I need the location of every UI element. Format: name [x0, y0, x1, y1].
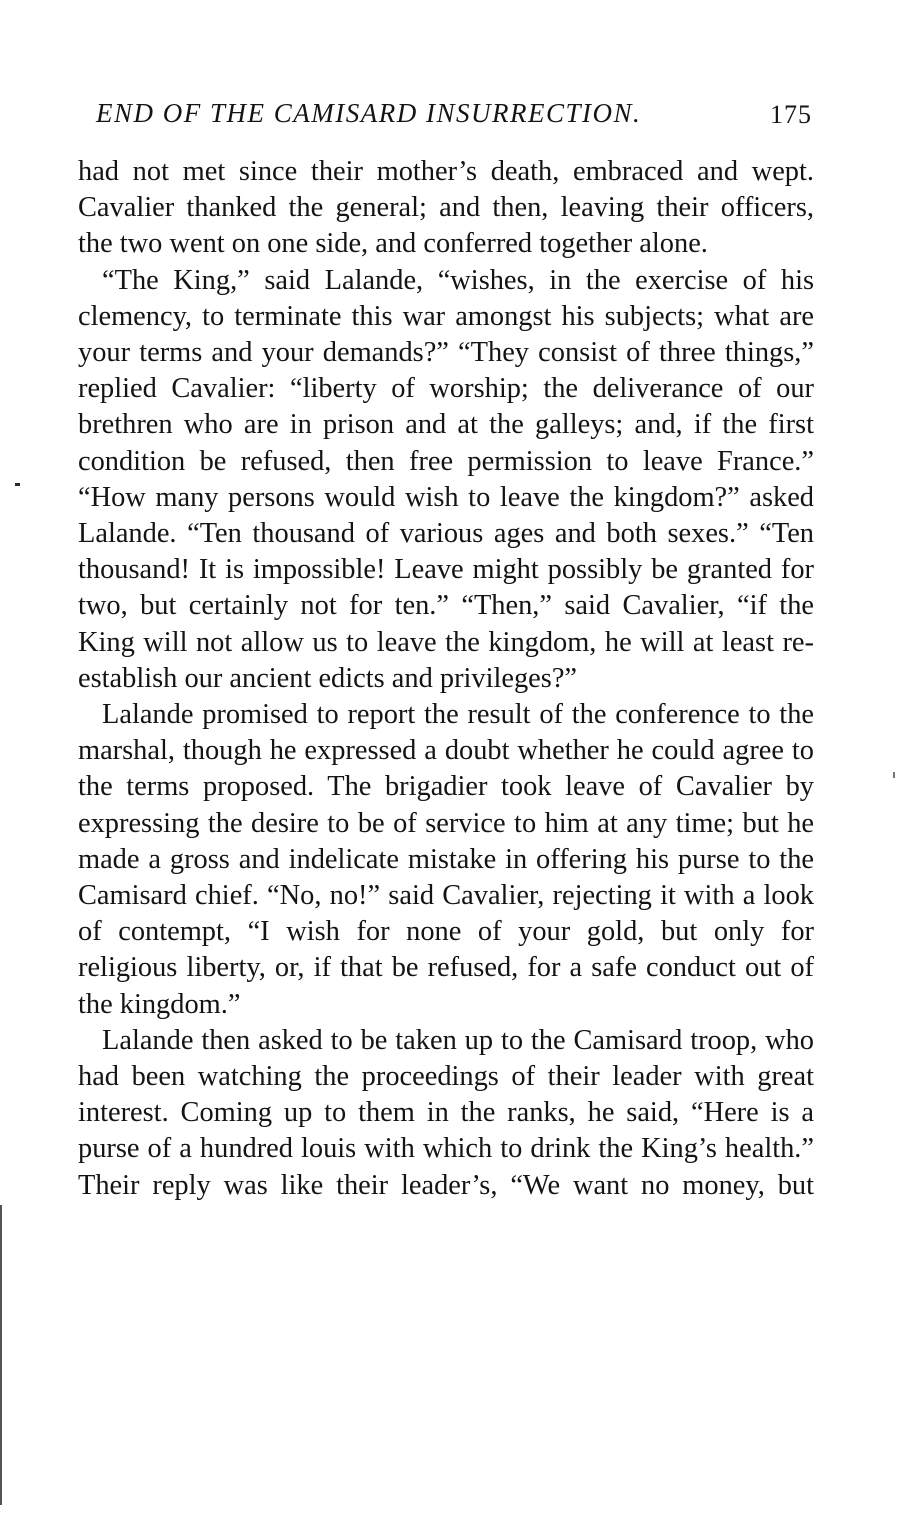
- scan-speck-right: [893, 772, 895, 778]
- scan-speck: [15, 483, 20, 486]
- paragraph-camisard-troop: Lalande then asked to be taken up to the Camisard troop, who had been watching the proceedings of their leader with great interest. Coming up to them in the ranks, he said, “Here is a purse of a hundred louis with which to drink the King’s health.” Their reply was like their leader’s, “We want no money, but: [78, 1024, 814, 1201]
- page-number: 175: [770, 100, 812, 129]
- scan-edge-line: [0, 1205, 2, 1505]
- running-title: END OF THE CAMISARD INSURRECTION.: [96, 98, 642, 128]
- paragraph-lalande-promise: Lalande promised to report the result of the conference to the marshal, though he expressed a doubt whether he could agree to the terms proposed. The brigadier took leave of Cavalier by expressing the desire to be of service to him at any time; but he made a gross and indelicate mistake in offering his purse to the Camisard chief. “No, no!” said Cavalier, rejecting it with a look of contempt, “I wish for none of your gold, but only for religious liberty, or, if that be refused, for a safe conduct out of the kingdom.”: [78, 699, 814, 1020]
- book-page: [78, 88, 814, 1204]
- paragraph-continued: had not met since their mother’s death, embraced and wept. Cavalier thanked the general; and then, leaving their officers, the two went on one side, and conferred together alone.: [78, 156, 814, 260]
- running-head: [78, 88, 814, 138]
- paragraph-king-terms: “The King,” said Lalande, “wishes, in the exercise of his clemency, to terminate this war amongst his subjects; what are your terms and your demands?” “They consist of three things,” replied Cavalier: “liberty of worship; the deliverance of our brethren who are in prison and at the galleys; and, if the first condition be refused, then free permission to leave France.” “How many persons would wish to leave the kingdom?” asked Lalande. “Ten thousand of various ages and both sexes.” “Ten thousand! It is impossible! Leave might possibly be granted for two, but certainly not for ten.” “Then,” said Cavalier, “if the King will not allow us to leave the kingdom, he will at least re-establish our ancient edicts and privileges?”: [78, 264, 814, 694]
- body-text: [78, 154, 814, 1204]
